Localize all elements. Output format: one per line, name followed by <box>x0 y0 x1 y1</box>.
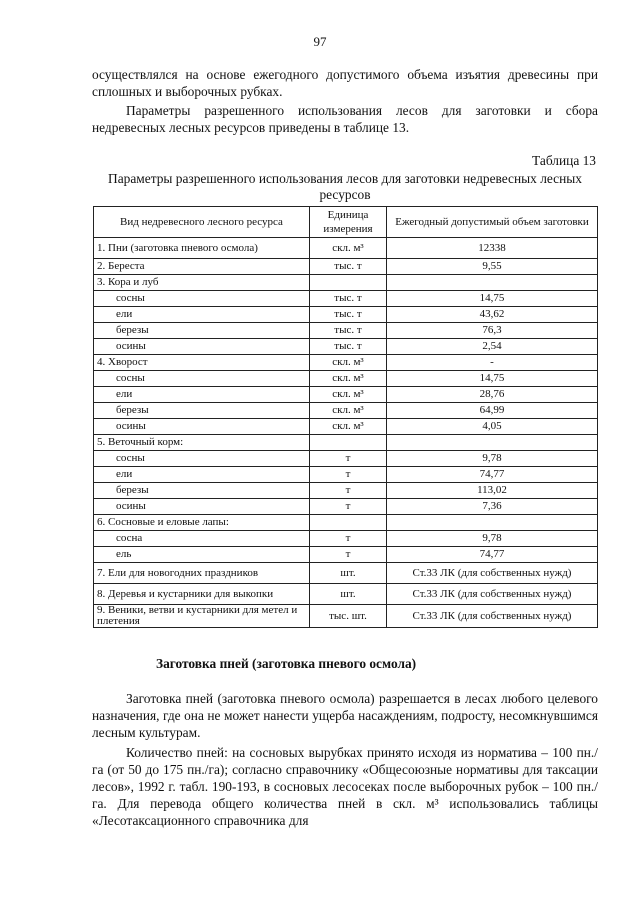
table-row <box>94 499 598 515</box>
section-paragraph-1: Заготовка пней (заготовка пневого осмола) разрешается в лесах любого целевого назначения, где она не может нанести ущерба насаждениям, подросту, несомкнувшимся лесным культурам. <box>92 691 598 740</box>
section-paragraph-2: Количество пней: на сосновых вырубках принято исходя из норматива – 100 пн./га (от 50 до 175 пн./га); согласно справочнику «Общесоюзные нормативы для таксации лесов», 1992 г. табл. 190-193, в сосновых лесосеках после выборочных рубок – 100 пн./га. Для перевода общего количества пней в скл. м³ использовались таблицы «Лесотаксационного справочника для <box>92 745 598 828</box>
table-row <box>94 467 598 483</box>
resource-volume: 113,02 <box>387 483 598 499</box>
table-label: Таблица 13 <box>532 153 596 168</box>
resource-unit <box>310 435 387 451</box>
resource-unit: тыс. т <box>310 259 387 275</box>
resource-volume: 9,78 <box>387 531 598 547</box>
resource-name: 3. Кора и луб <box>94 275 310 291</box>
resource-name: сосны <box>94 371 310 387</box>
resource-volume: 9,78 <box>387 451 598 467</box>
resource-volume: 28,76 <box>387 387 598 403</box>
resource-name: сосны <box>94 451 310 467</box>
resource-name: ели <box>94 307 310 323</box>
resource-volume: 74,77 <box>387 467 598 483</box>
resource-volume <box>387 435 598 451</box>
resource-unit: скл. м³ <box>310 387 387 403</box>
resource-volume: 2,54 <box>387 339 598 355</box>
resource-unit: т <box>310 483 387 499</box>
table-row <box>94 563 598 584</box>
resource-volume: 9,55 <box>387 259 598 275</box>
resource-name: 1. Пни (заготовка пневого осмола) <box>94 238 310 259</box>
resource-unit: т <box>310 547 387 563</box>
resource-unit: тыс. шт. <box>310 605 387 628</box>
resource-name: 6. Сосновые и еловые лапы: <box>94 515 310 531</box>
resource-unit: тыс. т <box>310 307 387 323</box>
resource-name: ели <box>94 387 310 403</box>
intro-paragraph-2: Параметры разрешенного использования лесов для заготовки и сбора недревесных лесных ресурсов приведены в таблице 13. <box>92 103 598 135</box>
resource-volume: Ст.33 ЛК (для собственных нужд) <box>387 605 598 628</box>
resource-unit: т <box>310 467 387 483</box>
header-volume: Ежегодный допустимый объем заготовки <box>387 207 598 238</box>
table-row <box>94 515 598 531</box>
resource-name: сосны <box>94 291 310 307</box>
resource-name: ель <box>94 547 310 563</box>
resource-volume: Ст.33 ЛК (для собственных нужд) <box>387 584 598 605</box>
resource-name: березы <box>94 483 310 499</box>
resource-volume: 14,75 <box>387 291 598 307</box>
resource-unit: скл. м³ <box>310 419 387 435</box>
resource-unit: скл. м³ <box>310 403 387 419</box>
table-row <box>94 435 598 451</box>
resource-unit: т <box>310 499 387 515</box>
table-row <box>94 307 598 323</box>
table-row <box>94 259 598 275</box>
resource-unit: скл. м³ <box>310 371 387 387</box>
resources-table <box>93 206 598 628</box>
resource-volume <box>387 515 598 531</box>
resource-volume: 7,36 <box>387 499 598 515</box>
resource-unit: шт. <box>310 563 387 584</box>
resource-unit: скл. м³ <box>310 238 387 259</box>
intro-paragraph-1: осуществлялся на основе ежегодного допустимого объема изъятия древесины при сплошных и выборочных рубках. <box>92 67 598 99</box>
table-body <box>94 238 598 628</box>
resource-volume: 4,05 <box>387 419 598 435</box>
table-row <box>94 531 598 547</box>
resource-name: осины <box>94 339 310 355</box>
resource-unit: тыс. т <box>310 323 387 339</box>
resource-unit: шт. <box>310 584 387 605</box>
resource-name: 4. Хворост <box>94 355 310 371</box>
resource-volume: - <box>387 355 598 371</box>
resource-unit: скл. м³ <box>310 355 387 371</box>
table-row <box>94 291 598 307</box>
resource-volume: 12338 <box>387 238 598 259</box>
page-number: 97 <box>313 34 327 49</box>
section-heading: Заготовка пней (заготовка пневого осмола) <box>156 656 417 671</box>
resource-unit: тыс. т <box>310 291 387 307</box>
resource-name: 2. Береста <box>94 259 310 275</box>
table-row <box>94 275 598 291</box>
resource-unit: т <box>310 451 387 467</box>
table-row <box>94 339 598 355</box>
resource-name: осины <box>94 419 310 435</box>
table-row <box>94 547 598 563</box>
resource-name: березы <box>94 323 310 339</box>
resource-unit <box>310 275 387 291</box>
resource-name: сосна <box>94 531 310 547</box>
resource-volume: 14,75 <box>387 371 598 387</box>
table-row <box>94 387 598 403</box>
resource-name: березы <box>94 403 310 419</box>
table-row <box>94 403 598 419</box>
table-title: Параметры разрешенного использования лесов для заготовки недревесных лесных ресурсов <box>108 171 582 202</box>
resource-volume: 74,77 <box>387 547 598 563</box>
resource-name: ели <box>94 467 310 483</box>
table-row <box>94 238 598 259</box>
resource-volume <box>387 275 598 291</box>
resource-volume: 43,62 <box>387 307 598 323</box>
resource-unit: т <box>310 531 387 547</box>
table-row <box>94 584 598 605</box>
header-unit: Единица измерения <box>310 207 387 238</box>
resource-name: 5. Веточный корм: <box>94 435 310 451</box>
resource-volume: Ст.33 ЛК (для собственных нужд) <box>387 563 598 584</box>
table-row <box>94 371 598 387</box>
header-resource: Вид недревесного лесного ресурса <box>94 207 310 238</box>
resource-unit: тыс. т <box>310 339 387 355</box>
table-row <box>94 451 598 467</box>
table-row <box>94 355 598 371</box>
resource-name: 7. Ели для новогодних праздников <box>94 563 310 584</box>
resource-volume: 64,99 <box>387 403 598 419</box>
table-row <box>94 323 598 339</box>
resource-name: 8. Деревья и кустарники для выкопки <box>94 584 310 605</box>
table-row <box>94 605 598 628</box>
resource-name: 9. Веники, ветви и кустарники для метел и плетения <box>94 605 310 628</box>
table-row <box>94 483 598 499</box>
resource-unit <box>310 515 387 531</box>
table-header-row <box>94 207 598 238</box>
resource-name: осины <box>94 499 310 515</box>
resource-volume: 76,3 <box>387 323 598 339</box>
table-row <box>94 419 598 435</box>
